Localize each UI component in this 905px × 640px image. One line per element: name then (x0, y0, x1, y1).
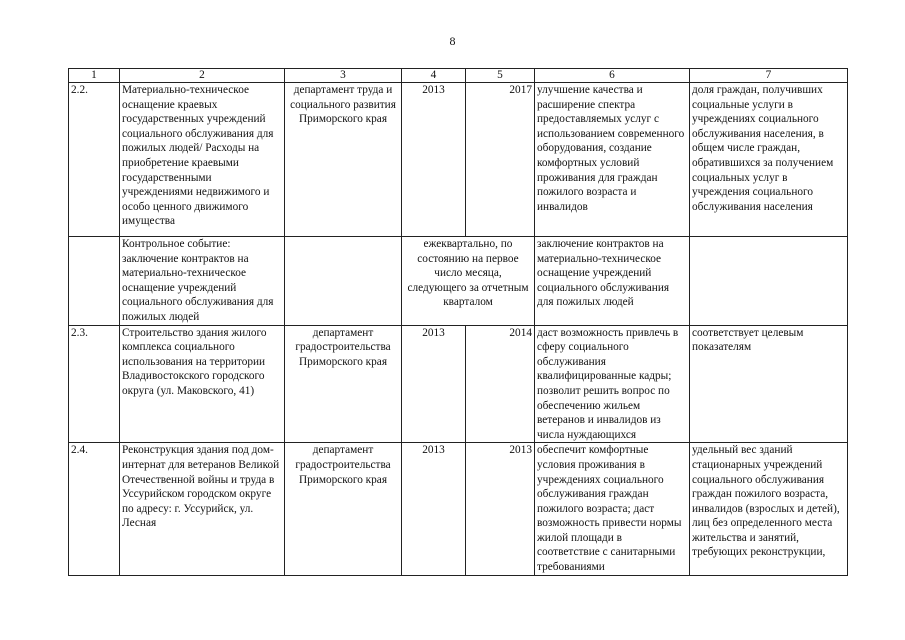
table-row (69, 237, 848, 326)
measure-name: Материально-техническое оснащение краевых государственных учреждений социального обслуживания для пожилых людей/ Расходы на приобретение краевыми государственными учреждениями недвижимого и особо ценного движимого имущества (120, 83, 285, 237)
start-year: 2013 (402, 325, 466, 443)
header-cell-7: 7 (690, 69, 848, 83)
table-row (69, 325, 848, 443)
table-header-row (69, 69, 848, 83)
expected-result: заключение контрактов на материально-техническое оснащение учреждений социального обслуживания для пожилых людей (535, 237, 690, 326)
table-row (69, 83, 848, 237)
executor (285, 237, 402, 326)
indicator: доля граждан, получивших социальные услуги в учреждениях социального обслуживания населения, в общем числе граждан, обратившихся за получением социальных услуг в учреждения социального обслуживания населения (690, 83, 848, 237)
end-year: 2014 (466, 325, 535, 443)
indicator (690, 237, 848, 326)
row-number (69, 237, 120, 326)
expected-result: даст возможность привлечь в сферу социального обслуживания квалифицированные кадры; позволит решить вопрос по обеспечению жильем ветеранов и инвалидов из числа нуждающихся (535, 325, 690, 443)
start-year: 2013 (402, 83, 466, 237)
program-measures-table (68, 68, 848, 576)
expected-result: улучшение качества и расширение спектра предоставляемых услуг с использованием современного оборудования, создание комфортных условий проживания для граждан пожилого возраста и инвалидов (535, 83, 690, 237)
measure-name: Строительство здания жилого комплекса социального использования на территории Владивостокского городского округа (ул. Маковского, 41) (120, 325, 285, 443)
header-cell-4: 4 (402, 69, 466, 83)
end-year: 2013 (466, 443, 535, 575)
header-cell-1: 1 (69, 69, 120, 83)
indicator: удельный вес зданий стационарных учреждений социального обслуживания граждан пожилого возраста, инвалидов (взрослых и детей), лиц без определенного места жительства и занятий, требующих реконструкции, (690, 443, 848, 575)
header-cell-5: 5 (466, 69, 535, 83)
header-cell-6: 6 (535, 69, 690, 83)
end-year: 2017 (466, 83, 535, 237)
start-year: 2013 (402, 443, 466, 575)
executor: департамент градостроительства Приморского края (285, 443, 402, 575)
row-number: 2.4. (69, 443, 120, 575)
page-number: 8 (449, 34, 456, 48)
executor: департамент градостроительства Приморского края (285, 325, 402, 443)
table-row (69, 443, 848, 575)
indicator: соответствует целевым показателям (690, 325, 848, 443)
row-number: 2.2. (69, 83, 120, 237)
header-cell-3: 3 (285, 69, 402, 83)
measure-name: Контрольное событие: заключение контрактов на материально-техническое оснащение учреждений социального обслуживания для пожилых людей (120, 237, 285, 326)
header-cell-2: 2 (120, 69, 285, 83)
executor: департамент труда и социального развития Приморского края (285, 83, 402, 237)
row-number: 2.3. (69, 325, 120, 443)
expected-result: обеспечит комфортные условия проживания в учреждениях социального обслуживания граждан пожилого возраста; даст возможность привести нормы жилой площади в соответствие с санитарными требованиями (535, 443, 690, 575)
measure-name: Реконструкция здания под дом-интернат для ветеранов Великой Отечественной войны и труда в Уссурийском городском округе по адресу: г. Уссурийск, ул. Лесная (120, 443, 285, 575)
control-period: ежеквартально, по состоянию на первое число месяца, следующего за отчетным кварталом (402, 237, 535, 326)
